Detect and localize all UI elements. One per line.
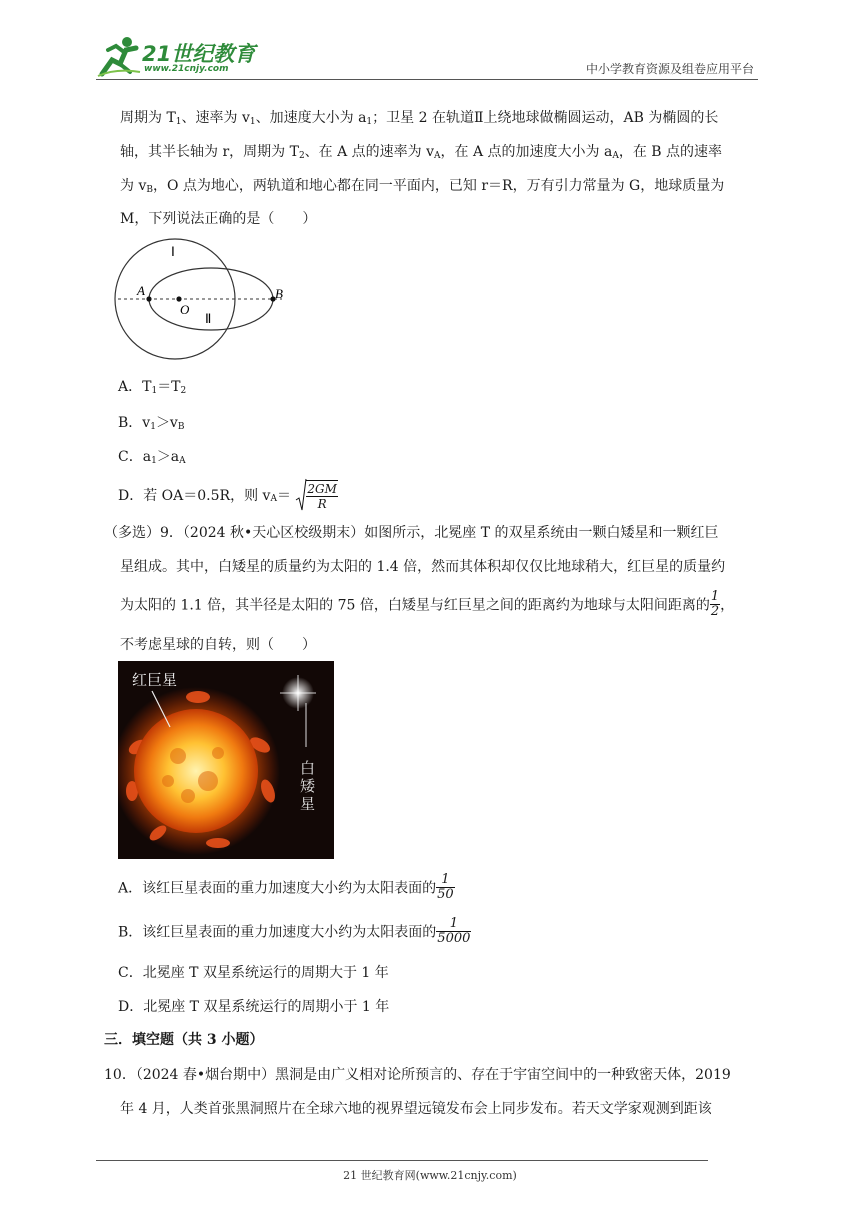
q8-option-d: D．若 OA＝0.5R，则 $v_A=$ $\frac{2GM}{R}$ [118, 478, 338, 512]
q8-line-1: 周期为 $T_1$、速率为 $v_1$、加速度大小为 $a_1$；卫星 2 在轨道Ⅱ上绕地球做椭圆运动，AB 为椭圆的长 [120, 110, 719, 127]
q9-line-1: （多选）9．（2024 秋•天心区校级期末）如图所示，北冕座 T 的双星系统由一颗白矮星和一颗红巨 [104, 525, 719, 541]
label-O: O [180, 302, 190, 317]
q9-line-2: 星组成。其中，白矮星的质量约为太阳的 1.4 倍，然而其体积却仅仅比地球稍大，红巨星的质量约 [120, 559, 726, 575]
orbit-diagram [114, 234, 294, 364]
label-red-giant: 红巨星 [132, 671, 178, 689]
q9-fraction: $\frac{1}{2}$ [710, 589, 720, 619]
q9-option-d: D．北冕座 T 双星系统运行的周期小于 1 年 [118, 999, 390, 1015]
q9-option-a-fraction: $\frac{1}{50}$ [437, 872, 454, 902]
q9-line-3: 为太阳的 1.1 倍，其半径是太阳的 75 倍，白矮星与红巨星之间的距离约为地球与太阳间距离的 $\frac{1}{2}$ ， [120, 589, 735, 619]
label-orbit-I: Ⅰ [171, 244, 175, 259]
red-giant-image [118, 661, 334, 859]
q9-option-b-fraction: $\frac{1}{5000}$ [437, 916, 471, 946]
sqrt-numerator: 2GM [307, 481, 337, 496]
logo-wordmark: 21世纪教育 [142, 42, 256, 66]
q8-option-a: A．$T_1=T_2$ [118, 379, 187, 396]
q9-option-a: A．该红巨星表面的重力加速度大小约为太阳表面的 $\frac{1}{50}$ [118, 872, 454, 902]
footer-text: 21 世纪教育网(www.21cnjy.com) [343, 1169, 517, 1182]
q10-line-2: 年 4 月，人类首张黑洞照片在全球六地的视界望远镜发布会上同步发布。若天文学家观测到距该 [120, 1101, 712, 1117]
q8-option-b: B．$v_1>v_B$ [118, 415, 185, 432]
site-logo [96, 34, 256, 78]
q10-line-1: 10．（2024 春•烟台期中）黑洞是由广义相对论所预言的、存在于宇宙空间中的一种致密天体，2019 [104, 1067, 731, 1083]
q9-line-4: 不考虑星球的自转，则（ ） [120, 637, 316, 653]
header-platform-text: 中小学教育资源及组卷应用平台 [585, 62, 754, 76]
footer-divider [96, 1160, 708, 1161]
label-white-dwarf-1: 白 [300, 759, 316, 777]
sqrt-expression [295, 478, 338, 512]
point-A-dot [146, 296, 151, 301]
label-white-dwarf-3: 星 [300, 795, 316, 813]
label-orbit-II: Ⅱ [205, 311, 212, 326]
label-A: A [137, 283, 145, 298]
header-divider [96, 79, 758, 80]
page-header [0, 0, 860, 84]
q8-line-2: 轴，其半长轴为 r，周期为 $T_2$、在 A 点的速率为 $v_A$，在 A 点的加速度大小为 $a_A$，在 B 点的速率 [120, 144, 723, 161]
sqrt-denominator: R [317, 496, 327, 511]
point-O-dot [176, 296, 181, 301]
logo-url: www.21cnjy.com [144, 64, 229, 74]
label-B: B [275, 286, 283, 301]
label-white-dwarf-2: 矮 [300, 777, 316, 795]
q8-line-4: M，下列说法正确的是（ ） [120, 211, 317, 227]
q8-option-c: C．$a_1>a_A$ [118, 449, 186, 466]
runner-logo-icon [96, 34, 142, 78]
q8-line-3: 为 $v_B$，O 点为地心，两轨道和地心都在同一平面内，已知 r＝R，万有引力常量为 G，地球质量为 [120, 178, 725, 195]
section-3-heading: 三．填空题（共 3 小题） [104, 1032, 264, 1048]
q9-option-c: C．北冕座 T 双星系统运行的周期大于 1 年 [118, 965, 389, 981]
q9-option-b: B．该红巨星表面的重力加速度大小约为太阳表面的 $\frac{1}{5000}$ [118, 916, 471, 946]
